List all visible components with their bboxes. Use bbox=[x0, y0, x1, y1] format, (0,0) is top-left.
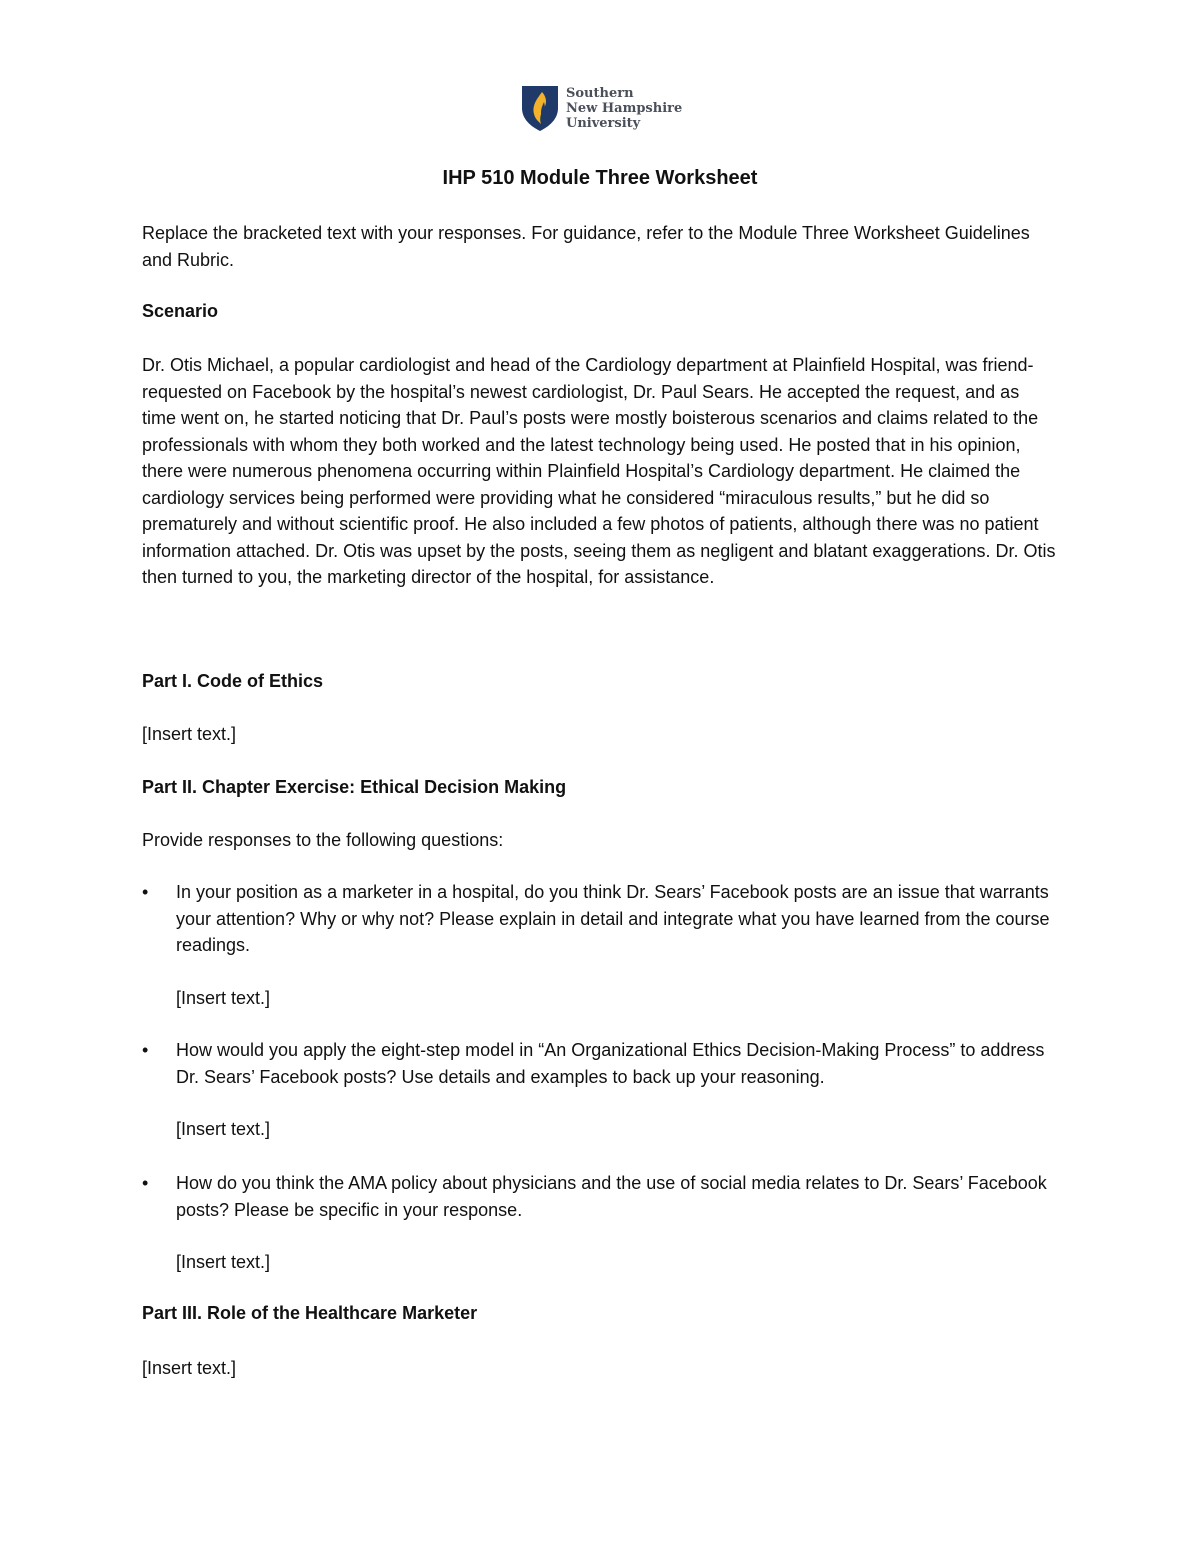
part1-heading: Part I. Code of Ethics bbox=[142, 671, 324, 691]
part2-instruction: Provide responses to the following questions: bbox=[142, 830, 504, 850]
question-2-response[interactable]: [Insert text.] bbox=[176, 1119, 271, 1139]
bullet-icon: • bbox=[142, 1173, 149, 1193]
snhu-shield-icon bbox=[520, 84, 560, 132]
scenario-paragraph: Dr. Otis Michael, a popular cardiologist and head of the Cardiology department at Plainfield Hospital, was friend-requested on Facebook by the hospital’s newest cardiologist, Dr. Paul Sears. He accepted the request, and as time went on, he started noticing that Dr. Paul’s posts were mostly boisterous scenarios and claims related to the professionals with whom they both worked and the latest technology being used. He posted that in his opinion, there were numerous phenomena occurring within Plainfield Hospital’s Cardiology department. He claimed the cardiology services being performed were providing what he considered “miraculous results,” but he did so prematurely and without scientific proof. He also included a few photos of patients, although there was no patient information attached. Dr. Otis was upset by the posts, seeing them as negligent and blatant exaggerations. Dr. Otis then turned to you, the marketing director of the hospital, for assistance. bbox=[142, 355, 1056, 587]
question-3-text: How do you think the AMA policy about physicians and the use of social media relates to Dr. Sears’ Facebook posts? Please be specific in your response. bbox=[176, 1173, 1047, 1220]
bullet-icon: • bbox=[142, 1040, 149, 1060]
bullet-icon: • bbox=[142, 882, 149, 902]
university-logo bbox=[520, 84, 682, 132]
question-1-text: In your position as a marketer in a hospital, do you think Dr. Sears’ Facebook posts are an issue that warrants your attention? Why or why not? Please explain in detail and integrate what you have learned from the course readings. bbox=[176, 882, 1050, 955]
scenario-heading: Scenario bbox=[142, 301, 219, 321]
question-2-text: How would you apply the eight-step model in “An Organizational Ethics Decision-Making Process” to address Dr. Sears’ Facebook posts? Use details and examples to back up your reasoning. bbox=[176, 1040, 1045, 1087]
part1-response[interactable]: [Insert text.] bbox=[142, 724, 237, 744]
logo-line-2: New Hampshire bbox=[566, 100, 683, 116]
question-1-response[interactable]: [Insert text.] bbox=[176, 988, 271, 1008]
logo-line-3: University bbox=[566, 115, 641, 131]
part2-heading: Part II. Chapter Exercise: Ethical Decision Making bbox=[142, 777, 567, 797]
page-title: IHP 510 Module Three Worksheet bbox=[442, 167, 758, 189]
logo-wordmark bbox=[566, 86, 682, 131]
intro-paragraph: Replace the bracketed text with your responses. For guidance, refer to the Module Three Worksheet Guidelines and Rubric. bbox=[142, 223, 1030, 270]
question-3-response[interactable]: [Insert text.] bbox=[176, 1252, 271, 1272]
logo-line-1: Southern bbox=[566, 85, 634, 101]
part3-heading: Part III. Role of the Healthcare Marketer bbox=[142, 1303, 478, 1323]
part3-response[interactable]: [Insert text.] bbox=[142, 1358, 237, 1378]
